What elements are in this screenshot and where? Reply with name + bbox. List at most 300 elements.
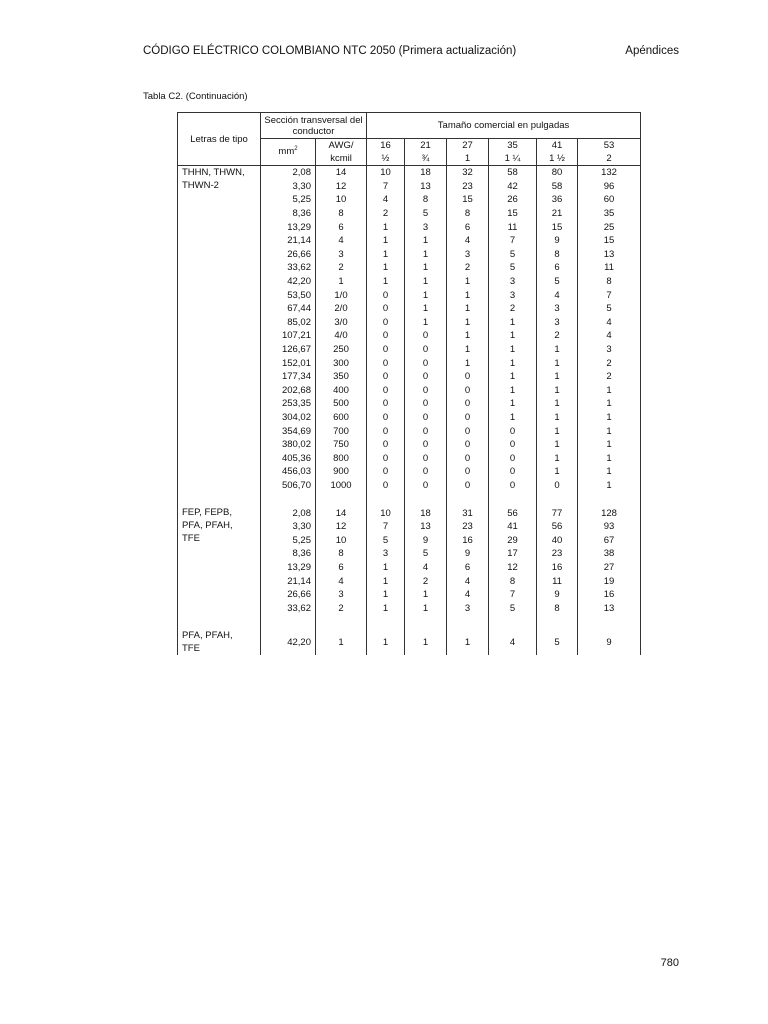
cell-count: 1 <box>537 438 578 452</box>
cell-count: 3 <box>537 302 578 316</box>
cell-mm2: 26,66 <box>261 248 316 262</box>
cell-mm2: 2,08 <box>261 506 316 520</box>
cell-count: 17 <box>489 547 537 561</box>
cell-awg: 4 <box>316 574 367 588</box>
cell-count: 5 <box>537 629 578 655</box>
cell-count: 1 <box>578 397 641 411</box>
cell-count: 1 <box>367 629 405 655</box>
cell-count: 27 <box>578 561 641 575</box>
cell-count: 16 <box>447 533 489 547</box>
cell-count: 5 <box>367 533 405 547</box>
cell-count: 7 <box>489 234 537 248</box>
cell-count: 3 <box>405 220 447 234</box>
cell-count: 9 <box>405 533 447 547</box>
cell-awg: 10 <box>316 193 367 207</box>
cell-count: 1 <box>489 343 537 357</box>
header-tamano-comercial: Tamaño comercial en pulgadas <box>367 113 641 139</box>
cell-awg: 2/0 <box>316 302 367 316</box>
cell-count: 0 <box>405 465 447 479</box>
cell-count: 9 <box>447 547 489 561</box>
cell-count: 58 <box>489 166 537 180</box>
cell-count: 1 <box>578 411 641 425</box>
cell-mm2: 33,62 <box>261 601 316 615</box>
cell-count: 0 <box>405 451 447 465</box>
cell-count: 13 <box>405 180 447 194</box>
type-letters-line: PFA, PFAH, <box>182 630 233 641</box>
cell-count: 60 <box>578 193 641 207</box>
size-mm-5: 53 <box>578 139 641 153</box>
cell-count: 7 <box>367 520 405 534</box>
cell-count: 4 <box>447 234 489 248</box>
cell-count: 3 <box>367 547 405 561</box>
cell-mm2: 21,14 <box>261 234 316 248</box>
cell-count: 29 <box>489 533 537 547</box>
cell-count: 0 <box>405 356 447 370</box>
cell-mm2: 13,29 <box>261 220 316 234</box>
cell-count: 0 <box>489 424 537 438</box>
header-seccion-transversal: Sección transversal del conductor <box>261 113 367 139</box>
type-letters-label <box>178 629 261 655</box>
cell-count: 15 <box>537 220 578 234</box>
type-letters-label <box>178 506 261 615</box>
cell-count: 0 <box>489 479 537 493</box>
cell-count: 1 <box>405 248 447 262</box>
cell-count: 1 <box>578 438 641 452</box>
cell-count: 0 <box>405 479 447 493</box>
cell-count: 1 <box>405 275 447 289</box>
size-in-5: 2 <box>578 152 641 166</box>
cell-count: 13 <box>578 601 641 615</box>
cell-awg: 350 <box>316 370 367 384</box>
cell-awg: 1 <box>316 629 367 655</box>
cell-count: 58 <box>537 180 578 194</box>
cell-awg: 3/0 <box>316 316 367 330</box>
cell-mm2: 13,29 <box>261 561 316 575</box>
cell-count: 41 <box>489 520 537 534</box>
cell-mm2: 53,50 <box>261 288 316 302</box>
cell-count: 0 <box>367 465 405 479</box>
size-mm-2: 27 <box>447 139 489 153</box>
type-letters-line: THHN, THWN, <box>182 167 245 178</box>
cell-awg: 6 <box>316 220 367 234</box>
cell-awg: 500 <box>316 397 367 411</box>
cell-count: 2 <box>447 261 489 275</box>
cell-count: 3 <box>578 343 641 357</box>
cell-count: 11 <box>578 261 641 275</box>
cell-mm2: 177,34 <box>261 370 316 384</box>
cell-count: 38 <box>578 547 641 561</box>
cell-count: 0 <box>405 329 447 343</box>
cell-count: 1 <box>537 465 578 479</box>
cell-count: 96 <box>578 180 641 194</box>
cell-count: 0 <box>447 384 489 398</box>
cell-awg: 3 <box>316 588 367 602</box>
cell-count: 0 <box>405 397 447 411</box>
cell-count: 26 <box>489 193 537 207</box>
cell-mm2: 33,62 <box>261 261 316 275</box>
size-mm-0: 16 <box>367 139 405 153</box>
cell-awg: 14 <box>316 506 367 520</box>
cell-count: 25 <box>578 220 641 234</box>
cell-awg: 900 <box>316 465 367 479</box>
cell-count: 16 <box>578 588 641 602</box>
cell-awg: 3 <box>316 248 367 262</box>
cell-count: 8 <box>489 574 537 588</box>
cell-count: 0 <box>537 479 578 493</box>
cell-mm2: 202,68 <box>261 384 316 398</box>
cell-mm2: 354,69 <box>261 424 316 438</box>
cell-awg: 6 <box>316 561 367 575</box>
cell-count: 42 <box>489 180 537 194</box>
cell-count: 1 <box>578 465 641 479</box>
cell-awg: 14 <box>316 166 367 180</box>
cell-count: 0 <box>447 465 489 479</box>
cell-mm2: 405,36 <box>261 451 316 465</box>
cell-count: 6 <box>447 220 489 234</box>
cell-count: 0 <box>367 356 405 370</box>
cell-count: 56 <box>489 506 537 520</box>
cell-awg: 2 <box>316 601 367 615</box>
cell-count: 11 <box>537 574 578 588</box>
cell-awg: 4 <box>316 234 367 248</box>
cell-count: 1 <box>537 411 578 425</box>
cell-count: 1 <box>447 316 489 330</box>
cell-count: 93 <box>578 520 641 534</box>
cell-count: 23 <box>447 180 489 194</box>
table-row <box>178 166 641 180</box>
cell-count: 1 <box>489 316 537 330</box>
cell-count: 3 <box>537 316 578 330</box>
cell-count: 0 <box>367 316 405 330</box>
cell-count: 7 <box>367 180 405 194</box>
cell-count: 1 <box>447 356 489 370</box>
cell-mm2: 5,25 <box>261 533 316 547</box>
cell-count: 1 <box>489 329 537 343</box>
cell-count: 0 <box>367 288 405 302</box>
cell-count: 23 <box>447 520 489 534</box>
cell-count: 1 <box>537 356 578 370</box>
cell-count: 0 <box>367 397 405 411</box>
cell-count: 13 <box>405 520 447 534</box>
cell-count: 4 <box>578 329 641 343</box>
cell-mm2: 3,30 <box>261 180 316 194</box>
cell-count: 1 <box>489 356 537 370</box>
cell-count: 31 <box>447 506 489 520</box>
cell-count: 0 <box>405 370 447 384</box>
cell-count: 5 <box>405 207 447 221</box>
cell-awg: 4/0 <box>316 329 367 343</box>
cell-mm2: 42,20 <box>261 275 316 289</box>
cell-count: 5 <box>489 248 537 262</box>
cell-awg: 8 <box>316 207 367 221</box>
cell-count: 1 <box>447 329 489 343</box>
cell-awg: 1000 <box>316 479 367 493</box>
cell-count: 4 <box>447 574 489 588</box>
table-row <box>178 506 641 520</box>
cell-awg: 12 <box>316 520 367 534</box>
cell-count: 1 <box>537 370 578 384</box>
table-row <box>178 629 641 655</box>
cell-count: 0 <box>367 384 405 398</box>
cell-awg: 1 <box>316 275 367 289</box>
cell-count: 0 <box>489 438 537 452</box>
cell-count: 1 <box>537 451 578 465</box>
header-letras-de-tipo: Letras de tipo <box>178 113 261 166</box>
cell-count: 0 <box>405 438 447 452</box>
cell-count: 1 <box>578 479 641 493</box>
cell-count: 1 <box>367 588 405 602</box>
cell-count: 8 <box>447 207 489 221</box>
cell-count: 1 <box>489 411 537 425</box>
cell-count: 7 <box>578 288 641 302</box>
cell-count: 56 <box>537 520 578 534</box>
cell-count: 1 <box>447 302 489 316</box>
table-caption: Tabla C2. (Continuación) <box>143 91 248 102</box>
cell-count: 0 <box>367 438 405 452</box>
cell-count: 11 <box>489 220 537 234</box>
cell-count: 8 <box>578 275 641 289</box>
type-letters-label <box>178 166 261 493</box>
cell-awg: 2 <box>316 261 367 275</box>
cell-count: 1 <box>578 451 641 465</box>
cell-count: 4 <box>367 193 405 207</box>
cell-count: 40 <box>537 533 578 547</box>
type-letters-line: TFE <box>182 643 200 654</box>
cell-count: 0 <box>405 424 447 438</box>
cell-count: 0 <box>447 370 489 384</box>
size-in-3: 1 ¼ <box>489 152 537 166</box>
group-spacer <box>178 492 641 506</box>
cell-count: 2 <box>537 329 578 343</box>
cell-count: 4 <box>578 316 641 330</box>
cell-count: 6 <box>447 561 489 575</box>
cell-count: 10 <box>367 166 405 180</box>
cell-count: 23 <box>537 547 578 561</box>
cell-count: 8 <box>537 248 578 262</box>
cell-awg: 300 <box>316 356 367 370</box>
cell-count: 15 <box>489 207 537 221</box>
cell-count: 2 <box>489 302 537 316</box>
size-in-1: ¾ <box>405 152 447 166</box>
cell-count: 35 <box>578 207 641 221</box>
cell-count: 8 <box>405 193 447 207</box>
cell-mm2: 253,35 <box>261 397 316 411</box>
cell-count: 13 <box>578 248 641 262</box>
cell-mm2: 126,67 <box>261 343 316 357</box>
cell-count: 0 <box>367 370 405 384</box>
size-mm-3: 35 <box>489 139 537 153</box>
header-mm2: $mm^2$ <box>261 139 316 166</box>
cell-count: 1 <box>447 288 489 302</box>
cell-count: 1 <box>537 384 578 398</box>
cell-count: 1 <box>489 370 537 384</box>
cell-mm2: 304,02 <box>261 411 316 425</box>
cell-count: 1 <box>405 302 447 316</box>
cell-count: 5 <box>578 302 641 316</box>
running-header-title: CÓDIGO ELÉCTRICO COLOMBIANO NTC 2050 (Primera actualización) <box>143 45 517 57</box>
cell-count: 5 <box>537 275 578 289</box>
cell-count: 3 <box>447 248 489 262</box>
cell-count: 1 <box>405 316 447 330</box>
size-mm-4: 41 <box>537 139 578 153</box>
cell-count: 5 <box>489 601 537 615</box>
cell-count: 1 <box>367 220 405 234</box>
cell-count: 19 <box>578 574 641 588</box>
cell-count: 0 <box>367 451 405 465</box>
cell-mm2: 8,36 <box>261 547 316 561</box>
cell-count: 132 <box>578 166 641 180</box>
cell-mm2: 107,21 <box>261 329 316 343</box>
cell-awg: 10 <box>316 533 367 547</box>
cell-mm2: 456,03 <box>261 465 316 479</box>
cell-count: 0 <box>447 451 489 465</box>
table-body <box>178 166 641 656</box>
cell-count: 1 <box>367 601 405 615</box>
conduit-fill-table <box>177 112 641 655</box>
cell-count: 0 <box>367 411 405 425</box>
cell-mm2: 21,14 <box>261 574 316 588</box>
running-header-section: Apéndices <box>625 45 679 57</box>
cell-count: 4 <box>489 629 537 655</box>
cell-count: 80 <box>537 166 578 180</box>
cell-awg: 750 <box>316 438 367 452</box>
cell-count: 9 <box>537 234 578 248</box>
cell-count: 3 <box>489 288 537 302</box>
cell-count: 128 <box>578 506 641 520</box>
size-in-4: 1 ½ <box>537 152 578 166</box>
cell-mm2: 380,02 <box>261 438 316 452</box>
cell-count: 0 <box>447 397 489 411</box>
cell-count: 36 <box>537 193 578 207</box>
cell-count: 1 <box>405 234 447 248</box>
cell-awg: 250 <box>316 343 367 357</box>
cell-count: 1 <box>489 384 537 398</box>
cell-count: 1 <box>367 261 405 275</box>
cell-count: 0 <box>447 424 489 438</box>
cell-count: 10 <box>367 506 405 520</box>
page-number: 780 <box>660 957 679 969</box>
cell-mm2: 5,25 <box>261 193 316 207</box>
cell-count: 2 <box>405 574 447 588</box>
cell-mm2: 85,02 <box>261 316 316 330</box>
type-letters-line: THWN-2 <box>182 180 219 191</box>
cell-count: 9 <box>537 588 578 602</box>
cell-count: 1 <box>405 629 447 655</box>
type-letters-line: PFA, PFAH, <box>182 520 233 532</box>
cell-count: 1 <box>447 275 489 289</box>
cell-count: 7 <box>489 588 537 602</box>
cell-count: 5 <box>489 261 537 275</box>
cell-count: 0 <box>405 411 447 425</box>
cell-count: 1 <box>367 561 405 575</box>
cell-mm2: 8,36 <box>261 207 316 221</box>
cell-count: 16 <box>537 561 578 575</box>
cell-count: 2 <box>578 370 641 384</box>
cell-count: 12 <box>489 561 537 575</box>
cell-count: 0 <box>367 424 405 438</box>
cell-count: 2 <box>578 356 641 370</box>
header-kcmil: kcmil <box>316 152 367 166</box>
cell-count: 1 <box>367 574 405 588</box>
cell-count: 5 <box>405 547 447 561</box>
cell-count: 1 <box>447 629 489 655</box>
cell-mm2: 67,44 <box>261 302 316 316</box>
cell-count: 1 <box>537 397 578 411</box>
cell-count: 0 <box>447 479 489 493</box>
cell-count: 1 <box>405 588 447 602</box>
cell-awg: 400 <box>316 384 367 398</box>
cell-count: 2 <box>367 207 405 221</box>
cell-count: 15 <box>578 234 641 248</box>
cell-count: 0 <box>405 343 447 357</box>
cell-awg: 700 <box>316 424 367 438</box>
cell-count: 1 <box>367 275 405 289</box>
cell-mm2: 152,01 <box>261 356 316 370</box>
cell-count: 0 <box>367 479 405 493</box>
cell-count: 1 <box>405 288 447 302</box>
type-letters-line: FEP, FEPB, <box>182 507 232 519</box>
cell-awg: 800 <box>316 451 367 465</box>
cell-count: 1 <box>537 343 578 357</box>
cell-count: 1 <box>578 424 641 438</box>
cell-count: 0 <box>489 451 537 465</box>
cell-count: 1 <box>405 601 447 615</box>
cell-count: 1 <box>447 343 489 357</box>
cell-count: 1 <box>537 424 578 438</box>
cell-count: 18 <box>405 166 447 180</box>
cell-count: 0 <box>367 329 405 343</box>
cell-count: 9 <box>578 629 641 655</box>
cell-mm2: 506,70 <box>261 479 316 493</box>
cell-awg: 1/0 <box>316 288 367 302</box>
cell-count: 4 <box>405 561 447 575</box>
cell-count: 0 <box>405 384 447 398</box>
cell-mm2: 2,08 <box>261 166 316 180</box>
cell-count: 4 <box>447 588 489 602</box>
cell-count: 3 <box>447 601 489 615</box>
cell-count: 1 <box>367 248 405 262</box>
cell-count: 32 <box>447 166 489 180</box>
type-letters-line: TFE <box>182 533 200 545</box>
cell-count: 1 <box>367 234 405 248</box>
cell-count: 0 <box>447 438 489 452</box>
size-in-0: ½ <box>367 152 405 166</box>
header-awg: AWG/ <box>316 139 367 153</box>
cell-mm2: 3,30 <box>261 520 316 534</box>
cell-count: 21 <box>537 207 578 221</box>
cell-count: 15 <box>447 193 489 207</box>
cell-count: 3 <box>489 275 537 289</box>
group-spacer <box>178 615 641 629</box>
cell-count: 0 <box>489 465 537 479</box>
cell-count: 4 <box>537 288 578 302</box>
cell-awg: 600 <box>316 411 367 425</box>
cell-count: 67 <box>578 533 641 547</box>
cell-count: 77 <box>537 506 578 520</box>
cell-count: 0 <box>447 411 489 425</box>
cell-mm2: 42,20 <box>261 629 316 655</box>
cell-mm2: 26,66 <box>261 588 316 602</box>
cell-awg: 12 <box>316 180 367 194</box>
cell-count: 0 <box>367 343 405 357</box>
cell-count: 18 <box>405 506 447 520</box>
cell-awg: 8 <box>316 547 367 561</box>
cell-count: 6 <box>537 261 578 275</box>
cell-count: 1 <box>489 397 537 411</box>
cell-count: 1 <box>578 384 641 398</box>
cell-count: 1 <box>405 261 447 275</box>
cell-count: 8 <box>537 601 578 615</box>
